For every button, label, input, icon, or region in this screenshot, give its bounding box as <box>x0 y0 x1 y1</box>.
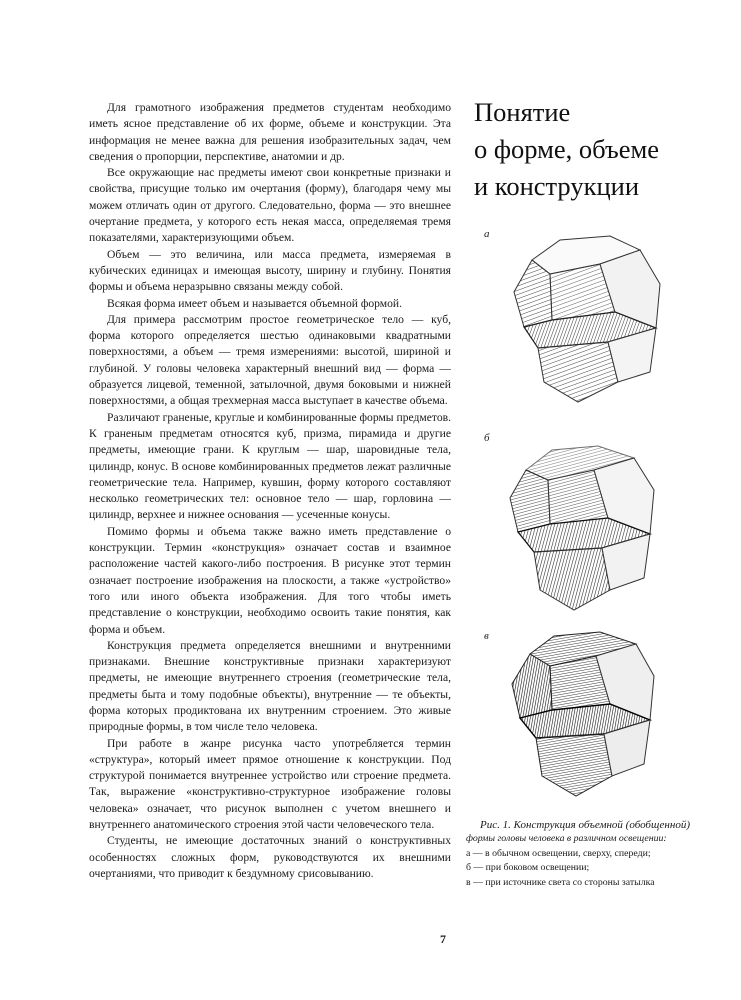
paragraph: Всякая форма имеет объем и называется объемной формой. <box>107 296 403 310</box>
figure-label-c: в <box>484 630 489 642</box>
chapter-title-line: Понятие <box>474 97 571 127</box>
caption-item: в — при источнике света со стороны затылка <box>466 876 655 888</box>
figure-caption <box>466 818 716 890</box>
paragraph: Все окружающие нас предметы имеют свои конкретные признаки и свойства, присущие только им очертания (форму), благодаря чему мы можем отличать один от другого. Следовательно, форма — это внешнее очертание предмета, у которого есть некая масса, определяемая тремя показателями, характеризующими объем. <box>89 166 451 245</box>
body-text <box>89 100 451 882</box>
page-number: 7 <box>440 932 446 946</box>
head-sketch-figure-a <box>490 232 690 412</box>
paragraph: Конструкция предмета определяется внешними и внутренними признаками. Внешние конструктивные признаки характеризуют предметы, не имеющие внутреннего строения (геометрические тела, предметы быта и тому подобные объекты), внутренние — те объекты, форма которых продиктована их внутренним строением. Это живые природные формы, в том числе тело человека. <box>89 638 451 734</box>
caption-item: а — в обычном освещении, сверху, спереди; <box>466 847 651 859</box>
head-sketch-figure-c <box>490 628 690 808</box>
figure-label-b: б <box>484 432 490 444</box>
paragraph: Для примера рассмотрим простое геометрическое тело — куб, форма которого определяется шестью одинаковыми квадратными поверхностями, а объем — тремя измерениями: высотой, шириной и глубиной. У головы человека характерный внешний вид — форма — образуется лицевой, теменной, затылочной, двумя боковыми и нижней поверхностями, а общая трехмерная масса выступает в качестве объема. <box>89 312 451 408</box>
chapter-title-line: о форме, объеме <box>474 134 659 164</box>
caption-item: б — при боковом освещении; <box>466 862 590 874</box>
chapter-title-line: и конструкции <box>474 171 640 201</box>
caption-subtitle: формы головы человека в различном освещении: <box>466 833 667 845</box>
paragraph: Студенты, не имеющие достаточных знаний о конструктивных особенностях сложных форм, руководствуются их внешними очертаниями, что приводит к бездумному срисовыванию. <box>89 834 451 880</box>
paragraph: При работе в жанре рисунка часто употребляется термин «структура», который имеет прямое отношение к конструкции. Под структурой понимается внутреннее устройство или строение предмета. Так, выражение «конструктивно-структурное изображение головы человека» означает, что рисунок выполнен с учетом внешнего и внутреннего анатомического строения этой части человеческого тела. <box>89 736 451 832</box>
paragraph: Объем — это величина, или масса предмета, измеряемая в кубических единицах и имеющая высоту, ширину и глубину. Понятия формы и объема неразрывно связаны между собой. <box>89 247 451 294</box>
paragraph: Для грамотного изображения предметов студентам необходимо иметь ясное представление об их форме, объеме и конструкции. Эта информация не менее важна для решения изобразительных задач, чем сведения о пропорции, перспективе, анатомии и др. <box>89 101 451 163</box>
paragraph: Различают граненые, круглые и комбинированные формы предметов. К граненым предметам относятся куб, призма, пирамида и другие предметы, имеющие грани. К круглым — шар, шаровидные тела, цилиндр, конус. В основе комбинированных предметов лежат различные геометрические тела. Например, кувшин, форму которого составляют несколько геометрических тел: основное тело — шар, горловина — цилиндр, верхнее и нижнее основания — усеченные конусы. <box>89 410 451 522</box>
paragraph: Помимо формы и объема также важно иметь представление о конструкции. Термин «конструкция» означает состав и взаимное расположение частей какого-либо построения. В рисунке этот термин означает построение изображения на плоскости, а также «устройство» того или иного объекта изображения. Для того чтобы иметь представление о конструкции, необходимо освоить такие понятия, как форма и объем. <box>89 524 451 636</box>
head-sketch-figure-b <box>490 440 690 620</box>
chapter-title <box>474 94 724 205</box>
caption-title: Рис. 1. Конструкция объемной (обобщенной) <box>480 819 691 831</box>
figure-label-a: а <box>484 228 490 240</box>
